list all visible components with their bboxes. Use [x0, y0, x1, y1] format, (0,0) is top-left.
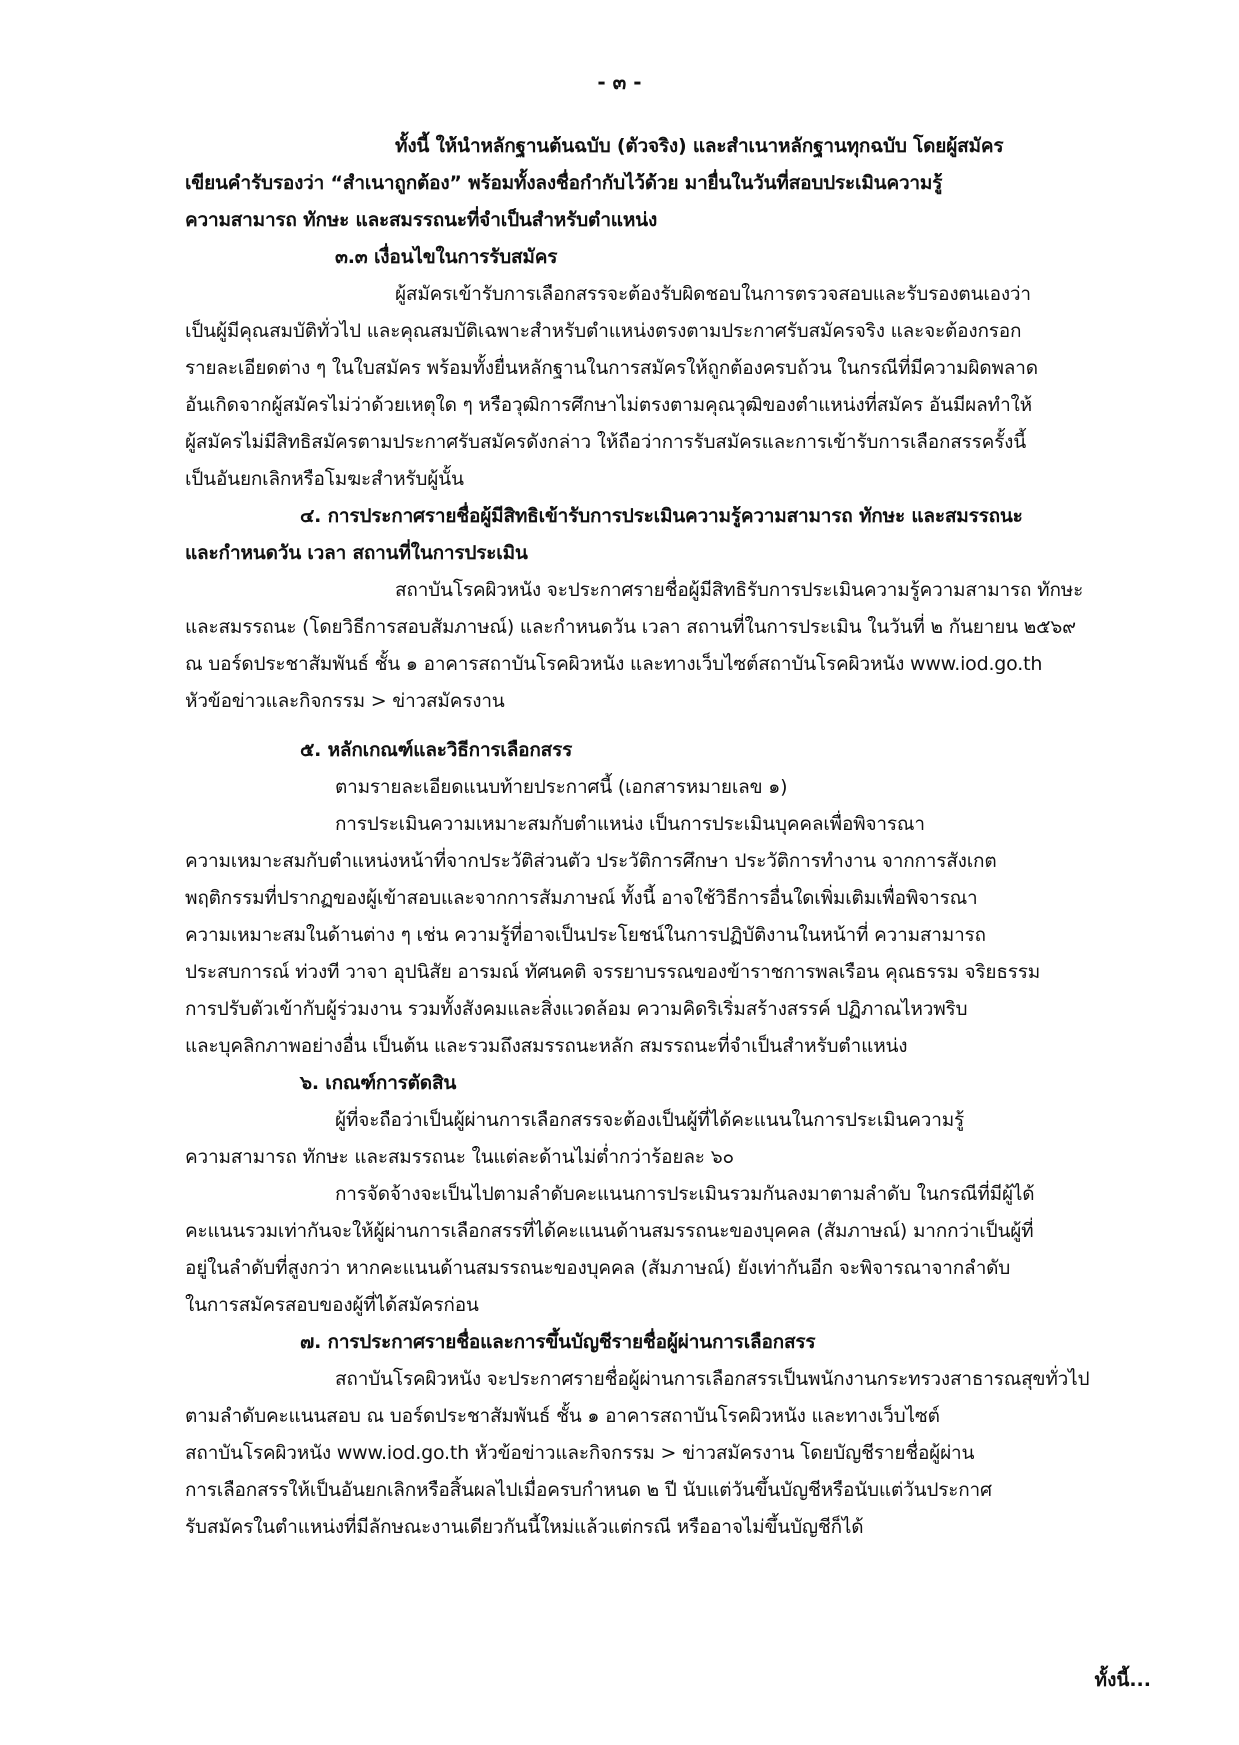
heading-line: ทั้งนี้ ให้นำหลักฐานต้นฉบับ (ตัวจริง) และสำเนาหลักฐานทุกฉบับ โดยผู้สมัคร — [395, 135, 1004, 157]
text-line: ตามลำดับคะแนนสอบ ณ บอร์ดประชาสัมพันธ์ ชั้น ๑ อาคารสถาบันโรคผิวหนัง และทางเว็บไซต์ — [185, 1405, 940, 1427]
text-line: ณ บอร์ดประชาสัมพันธ์ ชั้น ๑ อาคารสถาบันโรคผิวหนัง และทางเว็บไซต์สถาบันโรคผิวหนัง www.iod.go.th — [185, 653, 1043, 675]
heading-line: ๔. การประกาศรายชื่อผู้มีสิทธิเข้ารับการประเมินความรู้ความสามารถ ทักษะ และสมรรถนะ — [300, 505, 1023, 527]
text-line: สถาบันโรคผิวหนัง จะประกาศรายชื่อผู้มีสิทธิรับการประเมินความรู้ความสามารถ ทักษะ — [395, 579, 1084, 601]
text-line: ตามรายละเอียดแนบท้ายประกาศนี้ (เอกสารหมายเลข ๑) — [335, 776, 788, 798]
text-line: สถาบันโรคผิวหนัง www.iod.go.th หัวข้อข่าวและกิจกรรม > ข่าวสมัครงาน โดยบัญชีรายชื่อผู้ผ่าน — [185, 1442, 975, 1464]
text-line: และสมรรถนะ (โดยวิธีการสอบสัมภาษณ์) และกำหนดวัน เวลา สถานที่ในการประเมิน ในวันที่ ๒ กันยายน ๒๕๖๙ — [185, 616, 1076, 638]
text-line: ความเหมาะสมในด้านต่าง ๆ เช่น ความรู้ที่อาจเป็นประโยชน์ในการปฏิบัติงานในหน้าที่ ความสามารถ — [185, 924, 986, 946]
continuation-footer: ทั้งนี้... — [1094, 1669, 1151, 1691]
heading-line: เขียนคำรับรองว่า “สำเนาถูกต้อง” พร้อมทั้งลงชื่อกำกับไว้ด้วย มายื่นในวันที่สอบประเมินความรู้ — [185, 172, 943, 194]
text-line: รายละเอียดต่าง ๆ ในใบสมัคร พร้อมทั้งยื่นหลักฐานในการสมัครให้ถูกต้องครบถ้วน ในกรณีที่มีความผิดพลาด — [185, 357, 1038, 379]
text-line: ประสบการณ์ ท่วงที วาจา อุปนิสัย อารมณ์ ทัศนคติ จรรยาบรรณของข้าราชการพลเรือน คุณธรรม จริยธรรม — [185, 961, 1041, 983]
text-line: อันเกิดจากผู้สมัครไม่ว่าด้วยเหตุใด ๆ หรือวุฒิการศึกษาไม่ตรงตามคุณวุฒิของตำแหน่งที่สมัคร อันมีผลทำให้ — [185, 394, 1032, 416]
text-line: ผู้สมัครไม่มีสิทธิสมัครตามประกาศรับสมัครดังกล่าว ให้ถือว่าการรับสมัครและการเข้ารับการเลือกสรรครั้งนี้ — [185, 431, 1027, 453]
text-line: พฤติกรรมที่ปรากฏของผู้เข้าสอบและจากการสัมภาษณ์ ทั้งนี้ อาจใช้วิธีการอื่นใดเพิ่มเติมเพื่อพิจารณา — [185, 887, 978, 909]
text-line: หัวข้อข่าวและกิจกรรม > ข่าวสมัครงาน — [185, 690, 505, 712]
text-line: การประเมินความเหมาะสมกับตำแหน่ง เป็นการประเมินบุคคลเพื่อพิจารณา — [335, 813, 925, 835]
text-line: และบุคลิกภาพอย่างอื่น เป็นต้น และรวมถึงสมรรถนะหลัก สมรรถนะที่จำเป็นสำหรับตำแหน่ง — [185, 1035, 908, 1057]
text-line: การจัดจ้างจะเป็นไปตามลำดับคะแนนการประเมินรวมกันลงมาตามลำดับ ในกรณีที่มีผู้ได้ — [335, 1183, 1035, 1205]
text-line: การเลือกสรรให้เป็นอันยกเลิกหรือสิ้นผลไปเมื่อครบกำหนด ๒ ปี นับแต่วันขึ้นบัญชีหรือนับแต่วันประกาศ — [185, 1479, 992, 1501]
text-line: ผู้สมัครเข้ารับการเลือกสรรจะต้องรับผิดชอบในการตรวจสอบและรับรองตนเองว่า — [395, 283, 1031, 305]
text-line: รับสมัครในตำแหน่งที่มีลักษณะงานเดียวกันนี้ใหม่แล้วแต่กรณี หรืออาจไม่ขึ้นบัญชีก็ได้ — [185, 1516, 864, 1538]
heading-line: และกำหนดวัน เวลา สถานที่ในการประเมิน — [185, 542, 528, 564]
text-line: ความเหมาะสมกับตำแหน่งหน้าที่จากประวัติส่วนตัว ประวัติการศึกษา ประวัติการทำงาน จากการสังเกต — [185, 850, 997, 872]
text-line: สถาบันโรคผิวหนัง จะประกาศรายชื่อผู้ผ่านการเลือกสรรเป็นพนักงานกระทรวงสาธารณสุขทั่วไป — [335, 1368, 1090, 1390]
text-line: ผู้ที่จะถือว่าเป็นผู้ผ่านการเลือกสรรจะต้องเป็นผู้ที่ได้คะแนนในการประเมินความรู้ — [335, 1109, 965, 1131]
text-line: การปรับตัวเข้ากับผู้ร่วมงาน รวมทั้งสังคมและสิ่งแวดล้อม ความคิดริเริ่มสร้างสรรค์ ปฏิภาณไหวพริบ — [185, 998, 968, 1020]
text-line: อยู่ในลำดับที่สูงกว่า หากคะแนนด้านสมรรถนะของบุคคล (สัมภาษณ์) ยังเท่ากันอีก จะพิจารณาจากลำดับ — [185, 1257, 1011, 1279]
text-line: เป็นอันยกเลิกหรือโมฆะสำหรับผู้นั้น — [185, 468, 464, 490]
heading-line: ๖. เกณฑ์การตัดสิน — [300, 1072, 457, 1094]
document-body — [185, 128, 1120, 1546]
text-line: ความสามารถ ทักษะ และสมรรถนะ ในแต่ละด้านไม่ต่ำกว่าร้อยละ ๖๐ — [185, 1146, 734, 1168]
heading-line: ความสามารถ ทักษะ และสมรรถนะที่จำเป็นสำหรับตำแหน่ง — [185, 209, 658, 231]
text-line: เป็นผู้มีคุณสมบัติทั่วไป และคุณสมบัติเฉพาะสำหรับตำแหน่งตรงตามประกาศรับสมัครจริง และจะต้องกรอก — [185, 320, 1022, 342]
heading-line: ๗. การประกาศรายชื่อและการขึ้นบัญชีรายชื่อผู้ผ่านการเลือกสรร — [300, 1331, 816, 1353]
text-line: ในการสมัครสอบของผู้ที่ได้สมัครก่อน — [185, 1294, 479, 1316]
text-line: คะแนนรวมเท่ากันจะให้ผู้ผ่านการเลือกสรรที่ได้คะแนนด้านสมรรถนะของบุคคล (สัมภาษณ์) มากกว่าเป็นผู้ที่ — [185, 1220, 1034, 1242]
spacer — [185, 720, 1120, 732]
heading-line: ๓.๓ เงื่อนไขในการรับสมัคร — [335, 246, 558, 268]
heading-line: ๕. หลักเกณฑ์และวิธีการเลือกสรร — [300, 739, 573, 761]
page-number: - ๓ - — [597, 70, 642, 94]
